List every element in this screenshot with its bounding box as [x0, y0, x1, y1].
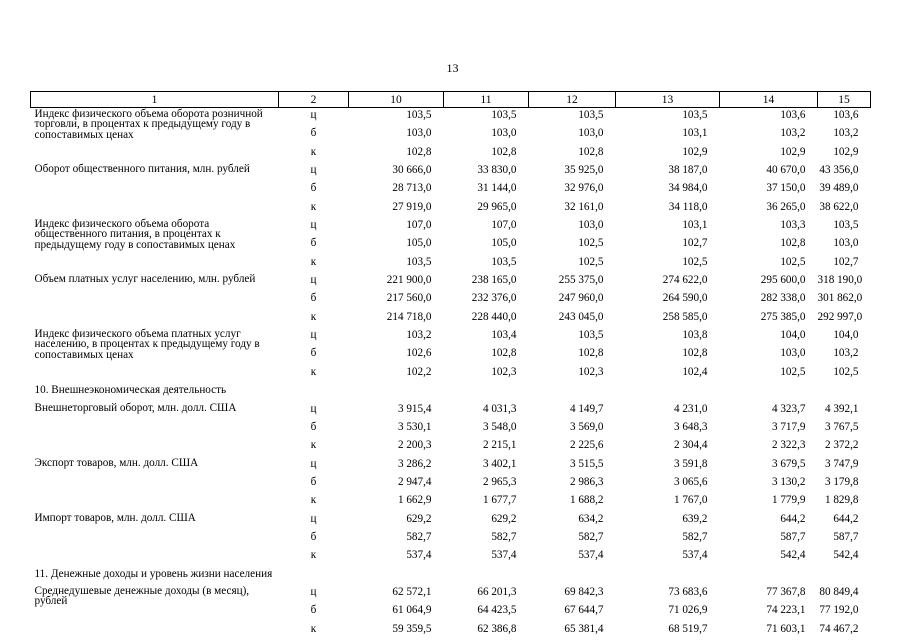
table-row	[31, 163, 871, 181]
value-cell: 103,4	[491, 329, 517, 342]
indicator-label: Оборот общественного питания, млн. рублей	[34, 163, 250, 176]
value-cell: 102,9	[833, 145, 859, 158]
value-cell: 103,1	[682, 219, 708, 232]
variant-cell: б	[310, 347, 317, 360]
value-cell: 37 150,0	[766, 182, 806, 195]
value-cell: 29 965,0	[477, 200, 517, 213]
value-cell: 4 323,7	[771, 402, 806, 415]
value-cell: 59 359,5	[392, 622, 432, 635]
value-cell: 537,4	[491, 549, 517, 562]
value-cell: 32 161,0	[564, 200, 604, 213]
value-cell: 80 849,4	[819, 585, 859, 598]
value-cell: 275 385,0	[760, 310, 806, 323]
value-cell: 74 223,1	[766, 604, 806, 617]
value-cell: 102,2	[406, 365, 432, 378]
value-cell: 68 519,7	[668, 622, 708, 635]
column-header: 11	[444, 92, 529, 108]
value-cell: 102,7	[682, 237, 708, 250]
column-header: 12	[529, 92, 616, 108]
table-row	[31, 457, 871, 475]
variant-cell: ц	[310, 402, 317, 415]
value-cell: 1 688,2	[569, 494, 604, 507]
value-cell: 292 997,0	[817, 310, 863, 323]
value-cell: 38 622,0	[819, 200, 859, 213]
value-cell: 228 440,0	[471, 310, 517, 323]
variant-cell: ц	[310, 219, 317, 232]
value-cell: 73 683,6	[668, 585, 708, 598]
value-cell: 102,5	[578, 255, 604, 268]
variant-cell: к	[310, 622, 317, 635]
value-cell: 74 467,2	[819, 622, 859, 635]
value-cell: 537,4	[682, 549, 708, 562]
table-row	[31, 328, 871, 346]
variant-cell: б	[310, 292, 317, 305]
value-cell: 3 915,4	[397, 402, 432, 415]
variant-cell: к	[310, 200, 317, 213]
value-cell: 2 372,2	[824, 439, 859, 452]
value-cell: 3 402,1	[482, 457, 517, 470]
value-cell: 103,5	[682, 109, 708, 121]
value-cell: 629,2	[491, 512, 517, 525]
value-cell: 537,4	[578, 549, 604, 562]
value-cell: 2 225,6	[569, 439, 604, 452]
value-cell: 103,5	[406, 109, 432, 121]
value-cell: 587,7	[833, 530, 859, 543]
value-cell: 103,5	[406, 255, 432, 268]
value-cell: 107,0	[491, 219, 517, 232]
forecast-table	[30, 91, 871, 640]
value-cell: 103,2	[406, 329, 432, 342]
variant-cell: к	[310, 365, 317, 378]
value-cell: 282 338,0	[760, 292, 806, 305]
value-cell: 243 045,0	[558, 310, 604, 323]
value-cell: 105,0	[491, 237, 517, 250]
value-cell: 255 375,0	[558, 274, 604, 287]
value-cell: 102,8	[578, 347, 604, 360]
value-cell: 1 662,9	[397, 494, 432, 507]
variant-cell: б	[310, 237, 317, 250]
variant-cell: к	[310, 494, 317, 507]
value-cell: 61 064,9	[392, 604, 432, 617]
value-cell: 3 286,2	[397, 457, 432, 470]
variant-cell: к	[310, 145, 317, 158]
value-cell: 30 666,0	[392, 164, 432, 177]
value-cell: 38 187,0	[668, 164, 708, 177]
table-body	[31, 108, 871, 640]
indicator-label: Индекс физического объема платных услуг населению, в процентах к предыдущему году в сопоставимых ценах	[34, 328, 260, 361]
table-row	[31, 402, 871, 420]
value-cell: 102,8	[491, 347, 517, 360]
value-cell: 102,9	[682, 145, 708, 158]
indicator-label: Экспорт товаров, млн. долл. США	[34, 456, 199, 469]
variant-cell: к	[310, 310, 317, 323]
value-cell: 102,8	[491, 145, 517, 158]
value-cell: 3 648,3	[673, 420, 708, 433]
value-cell: 103,0	[491, 127, 517, 140]
column-header: 1	[31, 92, 279, 108]
value-cell: 103,0	[578, 219, 604, 232]
variant-cell: б	[310, 420, 317, 433]
value-cell: 102,3	[491, 365, 517, 378]
value-cell: 103,6	[833, 109, 859, 121]
value-cell: 2 986,3	[569, 475, 604, 488]
value-cell: 582,7	[491, 530, 517, 543]
variant-cell: к	[310, 549, 317, 562]
value-cell: 77 192,0	[819, 604, 859, 617]
section-heading: 10. Внешнеэкономическая деятельность	[34, 384, 227, 397]
column-header: 13	[616, 92, 720, 108]
value-cell: 102,5	[833, 365, 859, 378]
value-cell: 71 026,9	[668, 604, 708, 617]
value-cell: 3 130,2	[771, 475, 806, 488]
value-cell: 644,2	[780, 512, 806, 525]
value-cell: 102,3	[578, 365, 604, 378]
table-header-row	[31, 92, 871, 108]
indicator-label: Импорт товаров, млн. долл. США	[34, 511, 196, 524]
variant-cell: к	[310, 439, 317, 452]
value-cell: 102,6	[406, 347, 432, 360]
variant-cell: б	[310, 127, 317, 140]
table-row	[31, 512, 871, 530]
value-cell: 102,5	[780, 255, 806, 268]
page-number: 13	[446, 61, 459, 75]
value-cell: 2 200,3	[397, 439, 432, 452]
indicator-label: Индекс физического объема оборота розничной торговли, в процентах к предыдущему году в сопоставимых ценах	[34, 108, 263, 141]
value-cell: 104,0	[833, 329, 859, 342]
value-cell: 3 548,0	[482, 420, 517, 433]
value-cell: 69 842,3	[564, 585, 604, 598]
indicator-label: Среднедушевые денежные доходы (в месяц), рублей	[34, 584, 250, 608]
value-cell: 582,7	[578, 530, 604, 543]
value-cell: 2 322,3	[771, 439, 806, 452]
indicator-label: Индекс физического объема оборота общественного питания, в процентах к предыдущему году в сопоставимых ценах	[34, 218, 236, 251]
value-cell: 2 215,1	[482, 439, 517, 452]
value-cell: 103,2	[833, 347, 859, 360]
value-cell: 103,0	[780, 347, 806, 360]
column-header: 15	[818, 92, 871, 108]
value-cell: 3 515,5	[569, 457, 604, 470]
variant-cell: ц	[310, 512, 317, 525]
table-row	[31, 218, 871, 236]
value-cell: 103,1	[682, 127, 708, 140]
table-row	[31, 273, 871, 291]
value-cell: 103,6	[780, 109, 806, 121]
value-cell: 64 423,5	[477, 604, 517, 617]
value-cell: 28 713,0	[392, 182, 432, 195]
value-cell: 542,4	[833, 549, 859, 562]
value-cell: 4 231,0	[673, 402, 708, 415]
value-cell: 644,2	[833, 512, 859, 525]
value-cell: 103,5	[578, 109, 604, 121]
value-cell: 103,8	[682, 329, 708, 342]
value-cell: 4 392,1	[824, 402, 859, 415]
indicator-label: Объем платных услуг населению, млн. рублей	[34, 273, 256, 286]
value-cell: 62 572,1	[392, 585, 432, 598]
value-cell: 102,9	[780, 145, 806, 158]
value-cell: 582,7	[406, 530, 432, 543]
value-cell: 1 829,8	[824, 494, 859, 507]
value-cell: 3 065,6	[673, 475, 708, 488]
value-cell: 295 600,0	[760, 274, 806, 287]
value-cell: 27 919,0	[392, 200, 432, 213]
value-cell: 103,2	[780, 127, 806, 140]
value-cell: 102,8	[406, 145, 432, 158]
value-cell: 3 717,9	[771, 420, 806, 433]
value-cell: 103,5	[833, 219, 859, 232]
value-cell: 33 830,0	[477, 164, 517, 177]
value-cell: 103,0	[578, 127, 604, 140]
value-cell: 3 530,1	[397, 420, 432, 433]
value-cell: 102,5	[682, 255, 708, 268]
value-cell: 40 670,0	[766, 164, 806, 177]
value-cell: 4 149,7	[569, 402, 604, 415]
value-cell: 34 984,0	[668, 182, 708, 195]
value-cell: 103,5	[491, 255, 517, 268]
value-cell: 629,2	[406, 512, 432, 525]
value-cell: 247 960,0	[558, 292, 604, 305]
value-cell: 32 976,0	[564, 182, 604, 195]
value-cell: 102,4	[682, 365, 708, 378]
variant-cell: б	[310, 604, 317, 617]
value-cell: 214 718,0	[386, 310, 432, 323]
value-cell: 67 644,7	[564, 604, 604, 617]
value-cell: 1 677,7	[482, 494, 517, 507]
value-cell: 634,2	[578, 512, 604, 525]
section-row	[31, 567, 871, 585]
value-cell: 103,0	[833, 237, 859, 250]
value-cell: 103,2	[833, 127, 859, 140]
value-cell: 102,7	[833, 255, 859, 268]
value-cell: 3 179,8	[824, 475, 859, 488]
value-cell: 102,5	[578, 237, 604, 250]
value-cell: 2 304,4	[673, 439, 708, 452]
column-header: 10	[349, 92, 444, 108]
value-cell: 587,7	[780, 530, 806, 543]
variant-cell: б	[310, 530, 317, 543]
value-cell: 542,4	[780, 549, 806, 562]
value-cell: 2 965,3	[482, 475, 517, 488]
value-cell: 103,3	[780, 219, 806, 232]
value-cell: 221 900,0	[386, 274, 432, 287]
value-cell: 301 862,0	[817, 292, 863, 305]
column-header: 2	[279, 92, 349, 108]
variant-cell: б	[310, 475, 317, 488]
value-cell: 35 925,0	[564, 164, 604, 177]
column-header: 14	[720, 92, 818, 108]
value-cell: 102,8	[578, 145, 604, 158]
value-cell: 103,0	[406, 127, 432, 140]
value-cell: 43 356,0	[819, 164, 859, 177]
variant-cell: к	[310, 255, 317, 268]
value-cell: 102,8	[780, 237, 806, 250]
variant-cell: ц	[310, 164, 317, 177]
variant-cell: ц	[310, 329, 317, 342]
value-cell: 238 165,0	[471, 274, 517, 287]
table-row	[31, 585, 871, 603]
variant-cell: ц	[310, 585, 317, 598]
value-cell: 264 590,0	[662, 292, 708, 305]
indicator-label: Внешнеторговый оборот, млн. долл. США	[34, 401, 237, 414]
value-cell: 232 376,0	[471, 292, 517, 305]
value-cell: 318 190,0	[817, 274, 863, 287]
value-cell: 3 747,9	[824, 457, 859, 470]
value-cell: 3 767,5	[824, 420, 859, 433]
value-cell: 31 144,0	[477, 182, 517, 195]
value-cell: 3 591,8	[673, 457, 708, 470]
section-heading: 11. Денежные доходы и уровень жизни населения	[34, 567, 273, 580]
value-cell: 537,4	[406, 549, 432, 562]
value-cell: 4 031,3	[482, 402, 517, 415]
value-cell: 34 118,0	[668, 200, 708, 213]
value-cell: 582,7	[682, 530, 708, 543]
value-cell: 3 569,0	[569, 420, 604, 433]
value-cell: 105,0	[406, 237, 432, 250]
variant-cell: ц	[310, 274, 317, 287]
value-cell: 102,5	[780, 365, 806, 378]
value-cell: 1 779,9	[771, 494, 806, 507]
value-cell: 104,0	[780, 329, 806, 342]
value-cell: 1 767,0	[673, 494, 708, 507]
value-cell: 66 201,3	[477, 585, 517, 598]
value-cell: 2 947,4	[397, 475, 432, 488]
value-cell: 62 386,8	[477, 622, 517, 635]
value-cell: 217 560,0	[386, 292, 432, 305]
value-cell: 3 679,5	[771, 457, 806, 470]
value-cell: 39 489,0	[819, 182, 859, 195]
value-cell: 103,5	[578, 329, 604, 342]
value-cell: 274 622,0	[662, 274, 708, 287]
value-cell: 103,5	[491, 109, 517, 121]
value-cell: 65 381,4	[564, 622, 604, 635]
variant-cell: ц	[310, 109, 317, 121]
variant-cell: б	[310, 182, 317, 195]
value-cell: 107,0	[406, 219, 432, 232]
value-cell: 258 585,0	[662, 310, 708, 323]
value-cell: 71 603,1	[766, 622, 806, 635]
value-cell: 102,8	[682, 347, 708, 360]
section-row	[31, 383, 871, 401]
variant-cell: ц	[310, 457, 317, 470]
value-cell: 77 367,8	[766, 585, 806, 598]
value-cell: 639,2	[682, 512, 708, 525]
table-row	[31, 108, 871, 127]
value-cell: 36 265,0	[766, 200, 806, 213]
